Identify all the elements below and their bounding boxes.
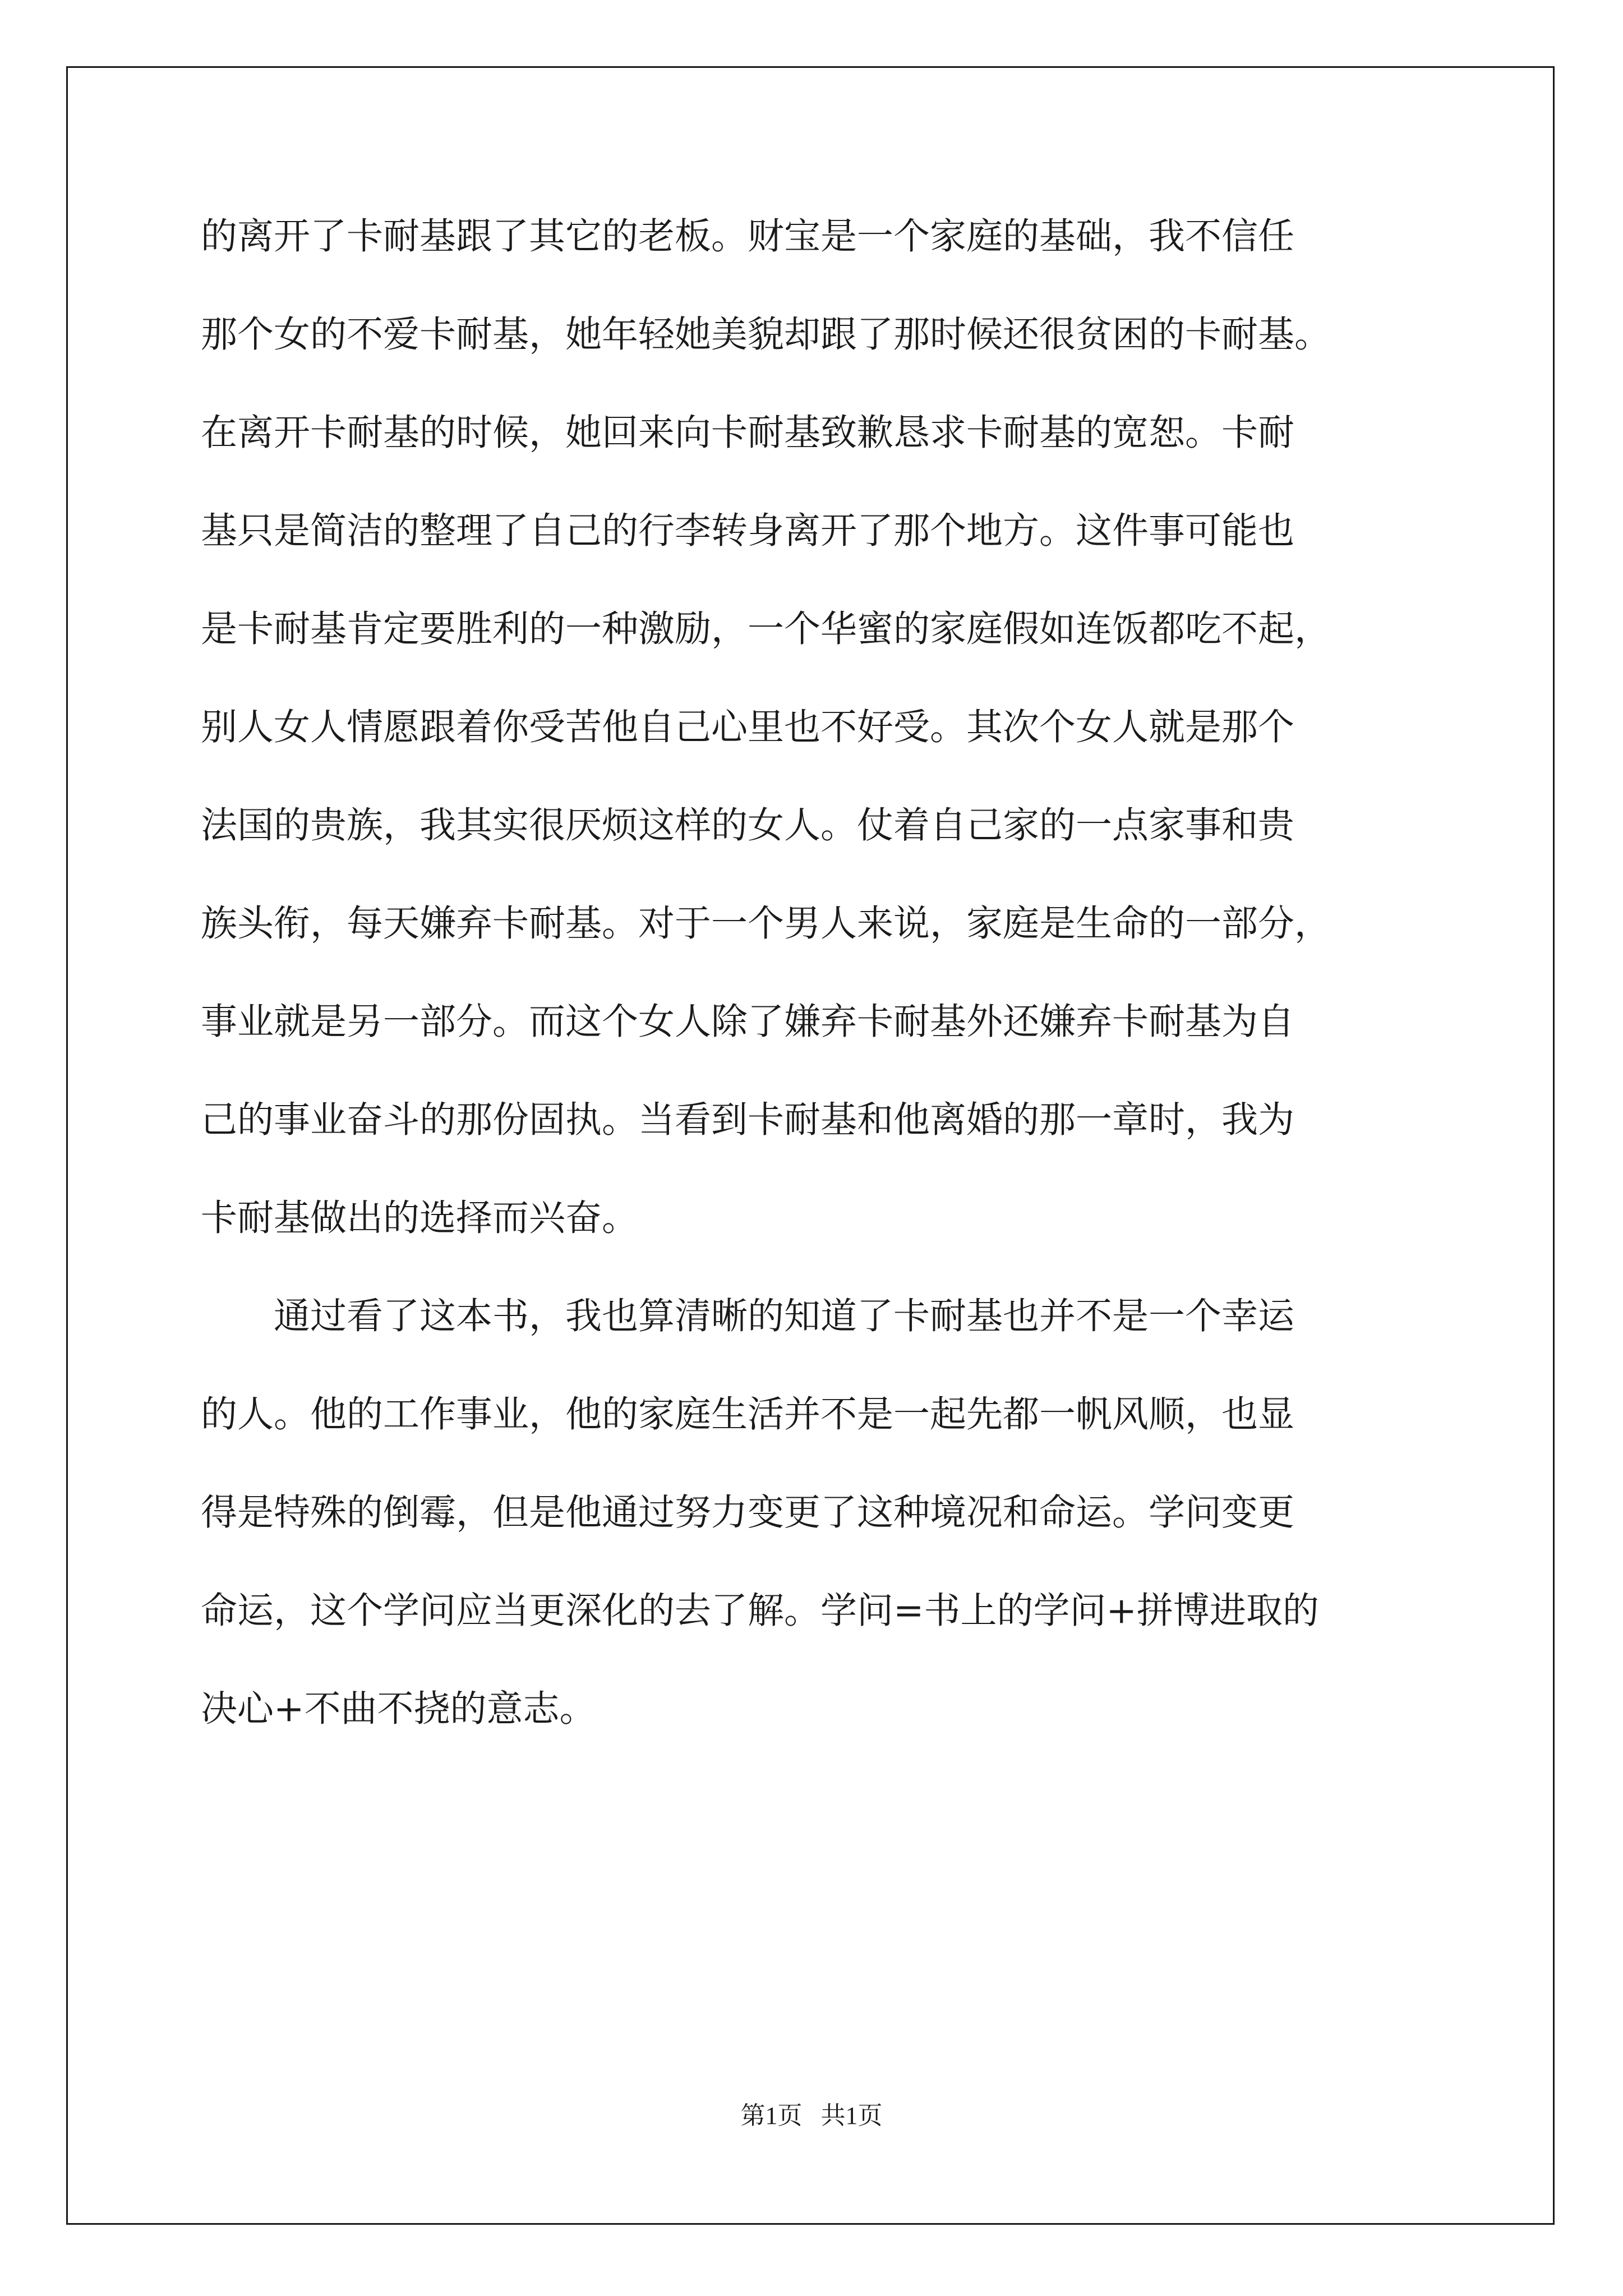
text-line: 卡耐基做出的选择而兴奋。 — [201, 1197, 639, 1239]
text-line: 命运，这个学问应当更深化的去了解。学问=书上的学问+拼博进取的 — [201, 1590, 1319, 1632]
text-line: 决心+不曲不挠的意志。 — [201, 1688, 596, 1730]
text-line: 得是特殊的倒霉，但是他通过努力变更了这种境况和命运。学问变更 — [201, 1492, 1295, 1534]
text-line: 那个女的不爱卡耐基，她年轻她美貌却跟了那时候还很贫困的卡耐基。 — [201, 314, 1331, 356]
text-line: 的离开了卡耐基跟了其它的老板。财宝是一个家庭的基础，我不信任 — [201, 215, 1295, 257]
text-line: 族头衔，每天嫌弃卡耐基。对于一个男人来说，家庭是生命的一部分， — [201, 903, 1331, 945]
text-line: 法国的贵族，我其实很厌烦这样的女人。仗着自己家的一点家事和贵 — [201, 804, 1295, 846]
page-number-footer: 第1页 共1页 — [740, 2102, 883, 2129]
text-line: 是卡耐基肯定要胜利的一种激励，一个华蜜的家庭假如连饭都吃不起， — [201, 608, 1331, 650]
text-line: 别人女人情愿跟着你受苦他自己心里也不好受。其次个女人就是那个 — [201, 706, 1295, 748]
text-line: 的人。他的工作事业，他的家庭生活并不是一起先都一帆风顺，也显 — [201, 1393, 1295, 1435]
paragraph-start-line: 通过看了这本书，我也算清晰的知道了卡耐基也并不是一个幸运 — [274, 1295, 1295, 1337]
text-line: 在离开卡耐基的时候，她回来向卡耐基致歉恳求卡耐基的宽恕。卡耐 — [201, 412, 1295, 454]
text-line: 基只是简洁的整理了自己的行李转身离开了那个地方。这件事可能也 — [201, 510, 1295, 552]
text-line: 己的事业奋斗的那份固执。当看到卡耐基和他离婚的那一章时，我为 — [201, 1099, 1295, 1141]
document-body — [201, 209, 1435, 1779]
text-line: 事业就是另一部分。而这个女人除了嫌弃卡耐基外还嫌弃卡耐基为自 — [201, 1001, 1295, 1043]
